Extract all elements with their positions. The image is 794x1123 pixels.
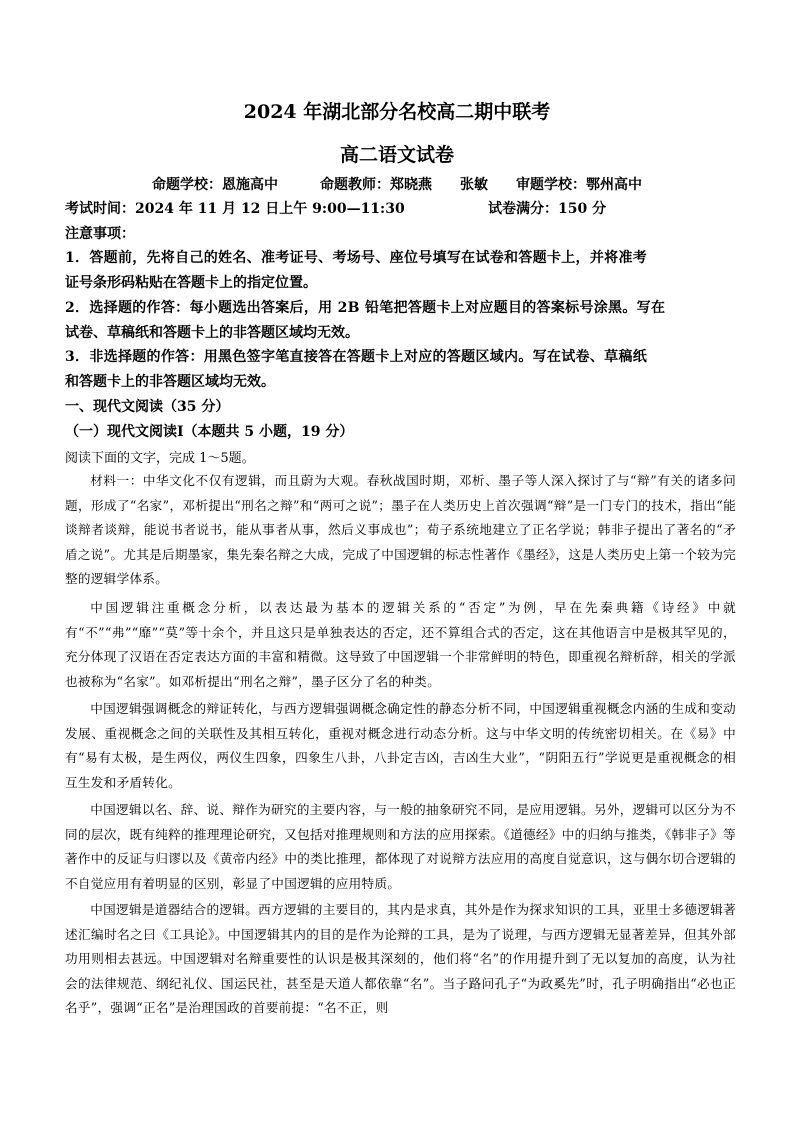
passage-paragraph: 中国逻辑以名、辞、说、辩作为研究的主要内容，与一般的抽象研究不同，是应用逻辑。另外，逻辑可以区分为不同的层次，既有纯粹的推理理论研究，又包括对推理规则和方法的应用探索。《道德经》中的归纳与推类，《韩非子》等著作中的反证与归谬以及《黄帝内经》中的类比推理，都体现了对说辩方法应用的高度自觉意识，这与偶尔切合逻辑的不自觉应用有着明显的区别，彰显了中国逻辑的应用特质。 bbox=[65, 802, 736, 891]
note-line: 证号条形码粘贴在答题卡上的指定位置。 bbox=[65, 275, 317, 291]
section-heading: 一、现代文阅读（35 分） bbox=[65, 399, 230, 415]
passage-paragraph: 中国逻辑是道器结合的逻辑。西方逻辑的主要目的，其内是求真，其外是作为探求知识的工具，亚里士多德逻辑著述汇编时名之曰《工具论》。中国逻辑其内的目的是作为论辩的工具，是为了说理，与西方逻辑无显著差异，但其外部功用则相去甚远。中国逻辑对名辩重要性的认识是极其深刻的，他们将“名”的作用提升到了无以复加的高度，认为社会的法律规范、纲纪礼仪、国运民社，甚至是天道人都依靠“名”。当子路问孔子“为政奚先”时，孔子明确指出“必也正名乎”，强调“正名”是治理国政的首要前提：“名不正，则 bbox=[65, 902, 736, 1015]
passage-paragraph: 中国逻辑强调概念的辩证转化，与西方逻辑强调概念确定性的静态分析不同，中国逻辑重视概念内涵的生成和变动发展、重视概念之间的关联性及其相互转化，重视对概念进行动态分析。这与中华文明的传统密切相关。在《易》中有“易有太极，是生两仪，两仪生四象，四象生八卦，八卦定吉凶，吉凶生大业”，“阴阳五行”学说更是重视概念的相互生发和矛盾转化。 bbox=[65, 701, 736, 790]
exam-subtitle: 高二语文试卷 bbox=[339, 144, 454, 166]
passage-paragraph: 材料一：中华文化不仅有逻辑，而且蔚为大观。春秋战国时期，邓析、墨子等人深入探讨了与“辩”有关的诸多问题，形成了“名家”，邓析提出“刑名之辩”和“两可之说”；墨子在人类历史上首次强调“辩”是一门专门的技术，指出“能谈辩者谈辩，能说书者说书，能从事者从事，然后义事成也”；荀子系统地建立了正名学说；韩非子提出了著名的“矛盾之说”。尤其是后期墨家，集先秦名辩之大成，完成了中国逻辑的标志性著作《墨经》，这是人类历史上第一个较为完整的逻辑学体系。 bbox=[65, 473, 736, 586]
section-subheading: （一）现代文阅读Ⅰ（本题共 5 小题，19 分） bbox=[65, 424, 354, 440]
note-line: 3．非选择题的作答：用黑色签字笔直接答在答题卡上对应的答题区域内。写在试卷、草稿纸 bbox=[65, 349, 648, 365]
passage-paragraph: 中国逻辑注重概念分析，以表达最为基本的逻辑关系的“否定”为例，早在先秦典籍《诗经》中就有“不”“弗”“靡”“莫”等十余个，并且这只是单独表达的否定，还不算组合式的否定，这在其他语言中是极其罕见的，充分体现了汉语在否定表达方面的丰富和精微。这导致了中国逻辑一个非常鲜明的特色，即重视名辩析辞，相关的学派也被称为“名家”。如邓析提出“刑名之辩”，墨子区分了名的种类。 bbox=[65, 600, 736, 689]
note-line: 1．答题前，先将自己的姓名、准考证号、考场号、座位号填写在试卷和答题卡上，并将准考 bbox=[65, 250, 648, 266]
author-line: 命题学校：恩施高中 命题教师：郑晓燕 张敏 审题学校：鄂州高中 bbox=[152, 177, 642, 193]
exam-time: 考试时间：2024 年 11 月 12 日上午 9:00—11:30 bbox=[65, 201, 405, 217]
full-score: 试卷满分：150 分 bbox=[488, 201, 607, 217]
reading-instruction: 阅读下面的文字，完成 1～5题。 bbox=[65, 451, 255, 466]
note-line: 2．选择题的作答：每小题选出答案后，用 2B 铅笔把答题卡上对应题目的答案标号涂黑。写在 bbox=[65, 300, 666, 316]
note-line: 和答题卡上的非答题区域均无效。 bbox=[65, 374, 275, 390]
notes-heading: 注意事项： bbox=[65, 226, 135, 242]
note-line: 试卷、草稿纸和答题卡上的非答题区域均无效。 bbox=[65, 325, 359, 341]
exam-title: 2024 年湖北部分名校高二期中联考 bbox=[243, 101, 551, 123]
